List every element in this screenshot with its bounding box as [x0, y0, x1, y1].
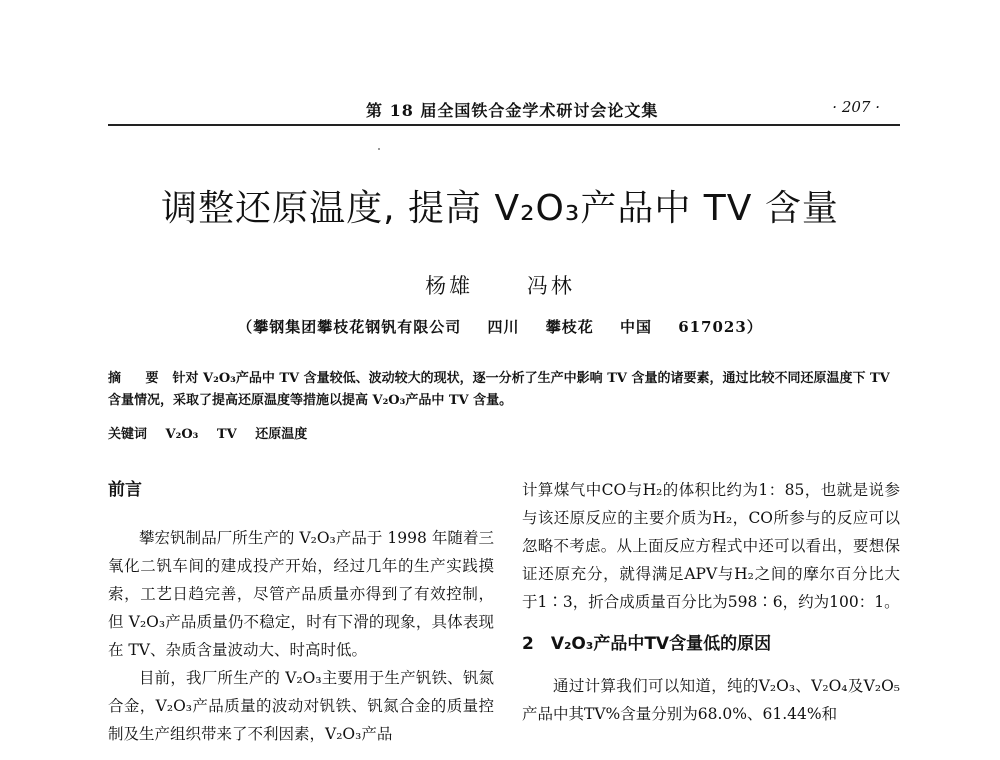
- abstract-label: 摘 要: [108, 371, 169, 386]
- author-1: 杨雄: [425, 274, 474, 298]
- paragraph: 计算煤气中CO与H₂的体积比约为1：85，也就是说参与该还原反应的主要介质为H₂，CO所参与的反应可以忽略不考虑。从上面反应方程式中还可以看出，要想保证还原充分，就得满足APV与H₂之间的摩尔百分比大于1∶3，折合成质量百分比为598∶6，约为100：1。: [522, 481, 900, 611]
- spacer: [108, 504, 494, 524]
- paragraph: 攀宏钒制品厂所生产的 V₂O₃产品于 1998 年随着三氧化二钒车间的建成投产开始，经过几年的生产实践摸索，工艺日趋完善，尽管产品质量亦得到了有效控制，但 V₂O₃产品质量仍不稳定，时有下滑的现象，具体表现在 TV、杂质含量波动大、时高时低。: [108, 529, 494, 659]
- left-column: [108, 476, 494, 748]
- affiliation-country: 中国: [619, 318, 652, 336]
- keyword-item: 还原温度: [255, 427, 308, 442]
- paragraph: 目前，我厂所生产的 V₂O₃主要用于生产钒铁、钒氮合金，V₂O₃产品质量的波动对钒铁、钒氮合金的质量控制及生产组织带来了不利因素，V₂O₃产品: [108, 669, 494, 743]
- page-number: · 207 ·: [832, 98, 880, 116]
- affiliation-postcode: 617023）: [678, 318, 763, 336]
- section-heading-intro: 前言: [108, 480, 142, 500]
- author-2: 冯林: [526, 274, 575, 298]
- affiliation: [0, 316, 1000, 337]
- running-header: [108, 98, 900, 126]
- keyword-item: V₂O₃: [165, 427, 199, 442]
- affiliation-city: 攀枝花: [545, 318, 594, 336]
- affiliation-province: 四川: [487, 318, 520, 336]
- running-title: 第 18 届全国铁合金学术研讨会论文集: [366, 101, 659, 120]
- keywords: [108, 424, 900, 446]
- keyword-item: TV: [216, 427, 237, 442]
- paragraph: 通过计算我们可以知道，纯的V₂O₃、V₂O₄及V₂O₅产品中其TV%含量分别为68.0%、61.44%和: [522, 677, 900, 723]
- author-list: [0, 270, 1000, 300]
- abstract-text: 针对 V₂O₃产品中 TV 含量较低、波动较大的现状，逐一分析了生产中影响 TV 含量的诸要素，通过比较不同还原温度下 TV 含量情况，采取了提高还原温度等措施以提高 V₂O₃产品中 TV 含量。: [108, 371, 890, 408]
- abstract: [108, 368, 900, 412]
- affiliation-org: （攀钢集团攀枝花钢钒有限公司: [237, 318, 462, 336]
- paper-title: 调整还原温度, 提高 V₂O₃产品中 TV 含量: [161, 188, 839, 229]
- right-column: [522, 476, 900, 728]
- keywords-label: 关键词: [108, 427, 148, 442]
- speck-mark: [378, 148, 380, 150]
- section-heading-2: 2 V₂O₃产品中TV含量低的原因: [522, 634, 772, 654]
